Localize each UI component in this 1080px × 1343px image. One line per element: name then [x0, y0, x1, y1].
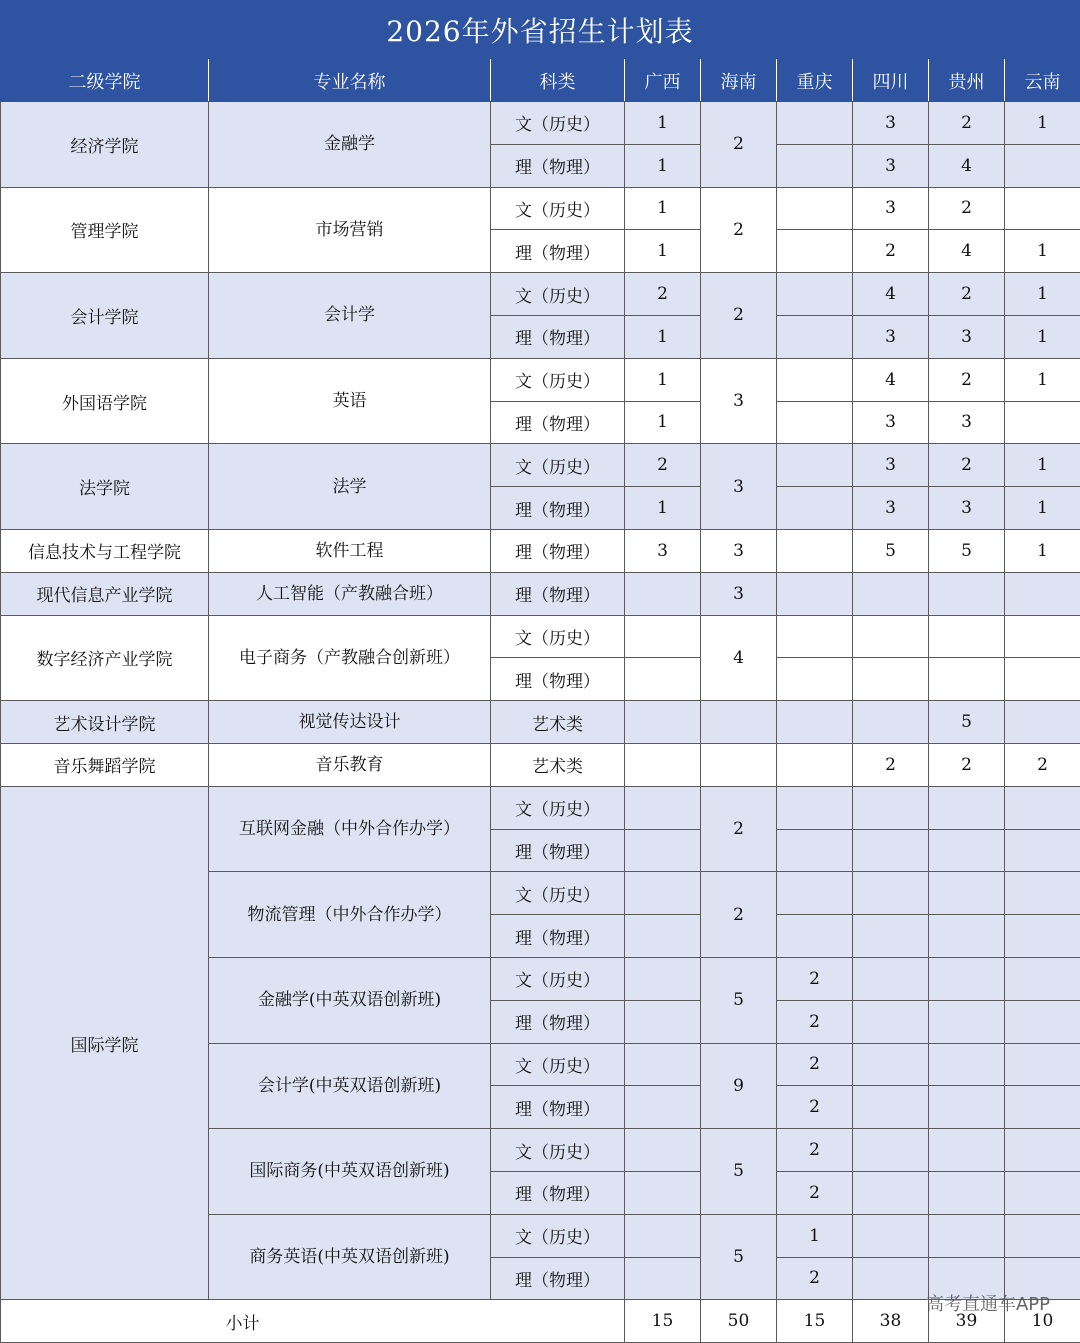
guangxi-cell: 2 [625, 273, 701, 316]
subject-type-cell: 文（历史） [491, 444, 625, 487]
guizhou-cell: 3 [929, 401, 1005, 444]
guizhou-cell [929, 829, 1005, 872]
guizhou-cell: 3 [929, 315, 1005, 358]
subject-type-cell: 文（历史） [491, 1214, 625, 1257]
chongqing-cell [777, 743, 853, 786]
college-cell: 外国语学院 [1, 358, 209, 444]
guangxi-cell: 1 [625, 102, 701, 145]
chongqing-cell: 2 [777, 957, 853, 1000]
subject-type-cell: 理（物理） [491, 829, 625, 872]
sichuan-cell [853, 957, 929, 1000]
subject-type-cell: 理（物理） [491, 144, 625, 187]
college-cell: 数字经济产业学院 [1, 615, 209, 701]
guangxi-cell [625, 1214, 701, 1257]
guizhou-cell [929, 1257, 1005, 1300]
chongqing-cell [777, 358, 853, 401]
guizhou-cell [929, 1086, 1005, 1129]
college-cell: 会计学院 [1, 273, 209, 359]
chongqing-cell [777, 572, 853, 615]
major-cell: 法学 [209, 444, 491, 530]
subject-type-cell: 理（物理） [491, 315, 625, 358]
sichuan-cell: 3 [853, 144, 929, 187]
yunnan-cell [1005, 1129, 1080, 1172]
subject-type-cell: 文（历史） [491, 957, 625, 1000]
sichuan-cell [853, 1043, 929, 1086]
guizhou-cell: 3 [929, 487, 1005, 530]
guizhou-cell [929, 1043, 1005, 1086]
college-cell: 法学院 [1, 444, 209, 530]
sichuan-cell: 3 [853, 187, 929, 230]
guizhou-cell [929, 1000, 1005, 1043]
table-row [1, 786, 1080, 829]
subject-type-cell: 理（物理） [491, 658, 625, 701]
guangxi-cell [625, 915, 701, 958]
hainan-cell: 2 [701, 102, 777, 188]
major-cell: 软件工程 [209, 529, 491, 572]
subject-type-cell: 理（物理） [491, 529, 625, 572]
watermark: 高考直通车APP [925, 1294, 1050, 1315]
subject-type-cell: 文（历史） [491, 872, 625, 915]
guangxi-cell [625, 701, 701, 744]
yunnan-cell: 1 [1005, 529, 1080, 572]
guizhou-cell: 2 [929, 102, 1005, 145]
subtotal-hainan: 50 [701, 1300, 777, 1343]
hainan-cell: 2 [701, 872, 777, 958]
chongqing-cell: 2 [777, 1000, 853, 1043]
chongqing-cell: 2 [777, 1086, 853, 1129]
guangxi-cell [625, 872, 701, 915]
table-row [1, 102, 1080, 145]
hainan-cell [701, 701, 777, 744]
subject-type-cell: 理（物理） [491, 1171, 625, 1214]
guangxi-cell [625, 786, 701, 829]
subtotal-label: 小计 [1, 1300, 625, 1343]
guangxi-cell [625, 572, 701, 615]
chongqing-cell [777, 829, 853, 872]
major-cell: 英语 [209, 358, 491, 444]
chongqing-cell [777, 701, 853, 744]
guangxi-cell: 3 [625, 529, 701, 572]
subject-type-cell: 艺术类 [491, 701, 625, 744]
subject-type-cell: 文（历史） [491, 358, 625, 401]
major-cell: 国际商务(中英双语创新班) [209, 1129, 491, 1215]
hainan-cell: 3 [701, 358, 777, 444]
major-cell: 会计学(中英双语创新班) [209, 1043, 491, 1129]
subject-type-cell: 文（历史） [491, 273, 625, 316]
guangxi-cell [625, 1000, 701, 1043]
subject-type-cell: 文（历史） [491, 102, 625, 145]
chongqing-cell: 2 [777, 1129, 853, 1172]
guizhou-cell: 4 [929, 144, 1005, 187]
guizhou-cell [929, 1129, 1005, 1172]
sichuan-cell [853, 1129, 929, 1172]
guangxi-cell: 1 [625, 487, 701, 530]
header-row [1, 60, 1080, 102]
table-row [1, 187, 1080, 230]
hainan-cell: 5 [701, 957, 777, 1043]
major-cell: 音乐教育 [209, 743, 491, 786]
major-cell: 市场营销 [209, 187, 491, 273]
subject-type-cell: 理（物理） [491, 1000, 625, 1043]
yunnan-cell [1005, 658, 1080, 701]
guangxi-cell [625, 743, 701, 786]
guizhou-cell: 4 [929, 230, 1005, 273]
subtotal-chongqing: 15 [777, 1300, 853, 1343]
col-header-sichuan: 四川 [853, 60, 929, 102]
yunnan-cell [1005, 187, 1080, 230]
guizhou-cell [929, 915, 1005, 958]
sichuan-cell [853, 615, 929, 658]
guizhou-cell [929, 615, 1005, 658]
chongqing-cell [777, 615, 853, 658]
hainan-cell [701, 743, 777, 786]
chongqing-cell [777, 529, 853, 572]
yunnan-cell: 1 [1005, 102, 1080, 145]
sichuan-cell: 3 [853, 401, 929, 444]
hainan-cell: 3 [701, 572, 777, 615]
guangxi-cell [625, 829, 701, 872]
subject-type-cell: 理（物理） [491, 401, 625, 444]
guangxi-cell: 1 [625, 187, 701, 230]
chongqing-cell: 2 [777, 1171, 853, 1214]
sichuan-cell: 3 [853, 444, 929, 487]
sichuan-cell [853, 1000, 929, 1043]
major-cell: 互联网金融（中外合作办学） [209, 786, 491, 872]
sichuan-cell: 3 [853, 487, 929, 530]
yunnan-cell: 2 [1005, 743, 1080, 786]
hainan-cell: 5 [701, 1129, 777, 1215]
subject-type-cell: 理（物理） [491, 230, 625, 273]
guizhou-cell: 5 [929, 529, 1005, 572]
guangxi-cell [625, 1086, 701, 1129]
guizhou-cell [929, 1214, 1005, 1257]
major-cell: 金融学(中英双语创新班) [209, 957, 491, 1043]
col-header-hainan: 海南 [701, 60, 777, 102]
hainan-cell: 2 [701, 273, 777, 359]
subject-type-cell: 理（物理） [491, 1086, 625, 1129]
guangxi-cell: 1 [625, 358, 701, 401]
major-cell: 电子商务（产教融合创新班） [209, 615, 491, 701]
yunnan-cell [1005, 1043, 1080, 1086]
subject-type-cell: 艺术类 [491, 743, 625, 786]
subject-type-cell: 理（物理） [491, 572, 625, 615]
guizhou-cell [929, 572, 1005, 615]
table-row [1, 743, 1080, 786]
guangxi-cell: 1 [625, 144, 701, 187]
table-row [1, 615, 1080, 658]
subject-type-cell: 理（物理） [491, 487, 625, 530]
sichuan-cell [853, 1214, 929, 1257]
enrollment-plan-table [0, 59, 1080, 1343]
table-row [1, 529, 1080, 572]
subject-type-cell: 文（历史） [491, 1043, 625, 1086]
guangxi-cell [625, 1257, 701, 1300]
yunnan-cell: 1 [1005, 230, 1080, 273]
college-cell: 现代信息产业学院 [1, 572, 209, 615]
yunnan-cell [1005, 1086, 1080, 1129]
guangxi-cell: 1 [625, 401, 701, 444]
table-body [1, 102, 1080, 1300]
yunnan-cell [1005, 957, 1080, 1000]
hainan-cell: 4 [701, 615, 777, 701]
guangxi-cell: 1 [625, 315, 701, 358]
chongqing-cell [777, 315, 853, 358]
major-cell: 人工智能（产教融合班） [209, 572, 491, 615]
subtotal-yunnan: 10 [1005, 1300, 1080, 1343]
sichuan-cell: 5 [853, 529, 929, 572]
guangxi-cell [625, 1043, 701, 1086]
subject-type-cell: 理（物理） [491, 915, 625, 958]
chongqing-cell [777, 658, 853, 701]
guizhou-cell: 5 [929, 701, 1005, 744]
guizhou-cell: 2 [929, 743, 1005, 786]
col-header-major: 专业名称 [209, 60, 491, 102]
major-cell: 物流管理（中外合作办学） [209, 872, 491, 958]
hainan-cell: 3 [701, 529, 777, 572]
major-cell: 金融学 [209, 102, 491, 188]
subject-type-cell: 文（历史） [491, 187, 625, 230]
yunnan-cell [1005, 786, 1080, 829]
guizhou-cell [929, 1171, 1005, 1214]
sichuan-cell [853, 786, 929, 829]
guangxi-cell [625, 1171, 701, 1214]
sichuan-cell [853, 872, 929, 915]
sichuan-cell [853, 572, 929, 615]
yunnan-cell: 1 [1005, 315, 1080, 358]
col-header-yunnan: 云南 [1005, 60, 1080, 102]
yunnan-cell [1005, 1257, 1080, 1300]
sichuan-cell [853, 829, 929, 872]
yunnan-cell [1005, 872, 1080, 915]
college-cell: 国际学院 [1, 786, 209, 1300]
chongqing-cell [777, 786, 853, 829]
guangxi-cell [625, 957, 701, 1000]
yunnan-cell [1005, 615, 1080, 658]
sichuan-cell [853, 915, 929, 958]
sichuan-cell: 3 [853, 315, 929, 358]
sichuan-cell [853, 1086, 929, 1129]
yunnan-cell [1005, 701, 1080, 744]
guizhou-cell [929, 957, 1005, 1000]
sichuan-cell [853, 1171, 929, 1214]
hainan-cell: 5 [701, 1214, 777, 1300]
hainan-cell: 3 [701, 444, 777, 530]
subtotal-row [1, 1300, 1080, 1343]
yunnan-cell [1005, 1214, 1080, 1257]
chongqing-cell [777, 102, 853, 145]
table-row [1, 444, 1080, 487]
guizhou-cell: 2 [929, 358, 1005, 401]
college-cell: 艺术设计学院 [1, 701, 209, 744]
yunnan-cell: 1 [1005, 358, 1080, 401]
yunnan-cell [1005, 829, 1080, 872]
guangxi-cell [625, 615, 701, 658]
hainan-cell: 2 [701, 786, 777, 872]
col-header-guizhou: 贵州 [929, 60, 1005, 102]
sichuan-cell: 2 [853, 230, 929, 273]
subject-type-cell: 文（历史） [491, 615, 625, 658]
guizhou-cell: 2 [929, 273, 1005, 316]
table-row [1, 572, 1080, 615]
yunnan-cell [1005, 1171, 1080, 1214]
guangxi-cell: 2 [625, 444, 701, 487]
major-cell: 视觉传达设计 [209, 701, 491, 744]
hainan-cell: 9 [701, 1043, 777, 1129]
sichuan-cell: 4 [853, 358, 929, 401]
sichuan-cell: 2 [853, 743, 929, 786]
guizhou-cell [929, 786, 1005, 829]
chongqing-cell: 1 [777, 1214, 853, 1257]
college-cell: 经济学院 [1, 102, 209, 188]
chongqing-cell: 2 [777, 1257, 853, 1300]
chongqing-cell [777, 872, 853, 915]
chongqing-cell [777, 444, 853, 487]
yunnan-cell [1005, 572, 1080, 615]
chongqing-cell [777, 144, 853, 187]
chongqing-cell [777, 487, 853, 530]
col-header-guangxi: 广西 [625, 60, 701, 102]
chongqing-cell [777, 915, 853, 958]
table-row [1, 273, 1080, 316]
yunnan-cell: 1 [1005, 487, 1080, 530]
college-cell: 信息技术与工程学院 [1, 529, 209, 572]
guizhou-cell [929, 872, 1005, 915]
yunnan-cell [1005, 401, 1080, 444]
table-row [1, 701, 1080, 744]
yunnan-cell: 1 [1005, 273, 1080, 316]
subject-type-cell: 理（物理） [491, 1257, 625, 1300]
major-cell: 商务英语(中英双语创新班) [209, 1214, 491, 1300]
sichuan-cell: 3 [853, 102, 929, 145]
subtotal-guangxi: 15 [625, 1300, 701, 1343]
chongqing-cell: 2 [777, 1043, 853, 1086]
col-header-subject-type: 科类 [491, 60, 625, 102]
college-cell: 管理学院 [1, 187, 209, 273]
guizhou-cell [929, 658, 1005, 701]
yunnan-cell: 1 [1005, 444, 1080, 487]
college-cell: 音乐舞蹈学院 [1, 743, 209, 786]
sichuan-cell [853, 701, 929, 744]
col-header-chongqing: 重庆 [777, 60, 853, 102]
hainan-cell: 2 [701, 187, 777, 273]
subtotal-sichuan: 38 [853, 1300, 929, 1343]
sichuan-cell [853, 1257, 929, 1300]
chongqing-cell [777, 401, 853, 444]
guizhou-cell: 2 [929, 444, 1005, 487]
sichuan-cell: 4 [853, 273, 929, 316]
sichuan-cell [853, 658, 929, 701]
yunnan-cell [1005, 1000, 1080, 1043]
guangxi-cell [625, 1129, 701, 1172]
guangxi-cell [625, 658, 701, 701]
chongqing-cell [777, 273, 853, 316]
col-header-college: 二级学院 [1, 60, 209, 102]
major-cell: 会计学 [209, 273, 491, 359]
yunnan-cell [1005, 144, 1080, 187]
page-title: 2026年外省招生计划表 [0, 0, 1080, 59]
guangxi-cell: 1 [625, 230, 701, 273]
subject-type-cell: 文（历史） [491, 1129, 625, 1172]
guizhou-cell: 2 [929, 187, 1005, 230]
chongqing-cell [777, 230, 853, 273]
subject-type-cell: 文（历史） [491, 786, 625, 829]
chongqing-cell [777, 187, 853, 230]
table-row [1, 358, 1080, 401]
subtotal-guizhou: 39 [929, 1300, 1005, 1343]
yunnan-cell [1005, 915, 1080, 958]
